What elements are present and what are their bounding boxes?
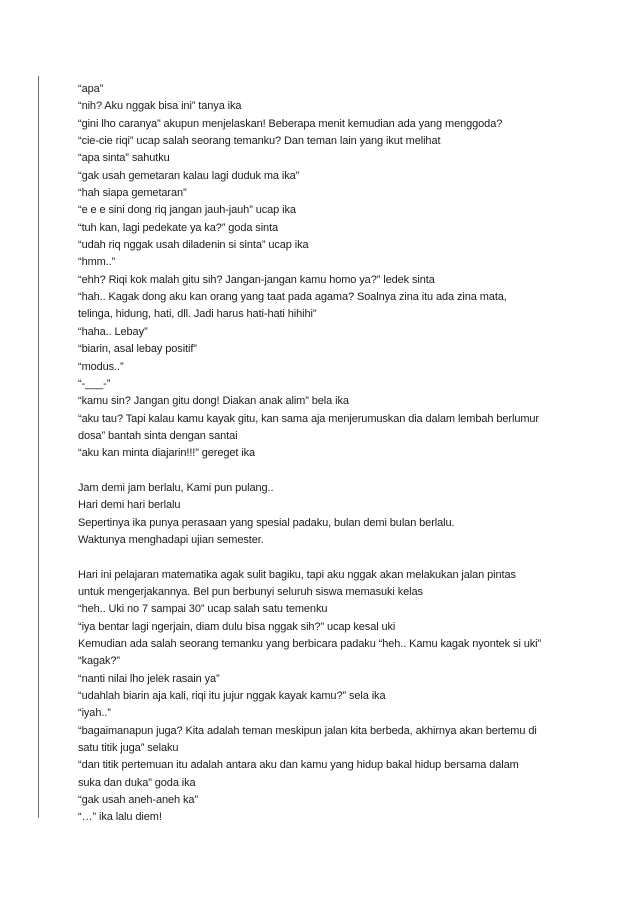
text-line: “gak usah gemetaran kalau lagi duduk ma ika”	[78, 169, 300, 182]
text-line: “haha.. Lebay”	[78, 325, 148, 338]
text-line: “-___-”	[78, 377, 111, 390]
text-line: “gak usah aneh-aneh ka”	[78, 794, 199, 807]
text-line: Waktunya menghadapi ujian semester.	[78, 533, 264, 546]
text-line: “iyah..”	[78, 707, 111, 720]
text-line: “modus..”	[78, 360, 124, 373]
paragraph-gap	[78, 549, 578, 566]
paragraph	[78, 81, 578, 463]
text-line: dosa” bantah sinta dengan santai	[78, 429, 238, 442]
text-line: Kemudian ada salah seorang temanku yang berbicara padaku “heh.. Kamu kagak nyontek si uki”	[78, 638, 542, 650]
text-line: untuk mengerjakannya. Bel pun berbunyi seluruh siswa memasuki kelas	[78, 585, 423, 598]
text-line: “aku kan minta diajarin!!!” gereget ika	[78, 447, 256, 460]
text-line: “udah riq nggak usah diladenin si sinta” ucap ika	[78, 239, 309, 252]
text-line: Jam demi jam berlalu, Kami pun pulang..	[78, 481, 274, 494]
text-line: Hari ini pelajaran matematika agak sulit bagiku, tapi aku nggak akan melakukan jalan pintas	[78, 568, 516, 581]
text-line: “hah siapa gemetaran”	[78, 187, 187, 200]
text-line: “nanti nilai lho jelek rasain ya”	[78, 672, 220, 685]
text-line: “kagak?”	[78, 655, 120, 668]
text-line: “apa”	[78, 83, 104, 95]
document-body	[78, 81, 578, 827]
text-line: “cie-cie riqi” ucap salah seorang temanku? Dan teman lain yang ikut melihat	[78, 135, 441, 148]
paragraph-gap	[78, 463, 578, 480]
text-line: “e e e sini dong riq jangan jauh-jauh” ucap ika	[78, 204, 296, 217]
text-line: satu titik juga” selaku	[78, 742, 179, 755]
text-line: “bagaimanapun juga? Kita adalah teman meskipun jalan kita berbeda, akhirnya akan bertemu di	[78, 724, 537, 737]
text-line: “heh.. Uki no 7 sampai 30” ucap salah satu temenku	[78, 603, 328, 616]
text-line: Sepertinya ika punya perasaan yang spesial padaku, bulan demi bulan berlalu.	[78, 516, 455, 529]
margin-rule	[38, 76, 39, 818]
text-line: “iya bentar lagi ngerjain, diam dulu bisa nggak sih?” ucap kesal uki	[78, 620, 396, 633]
text-line: “hmm..”	[78, 256, 116, 269]
text-line: “nih? Aku nggak bisa ini” tanya ika	[78, 100, 242, 113]
text-line: “aku tau? Tapi kalau kamu kayak gitu, kan sama aja menjerumuskan dia dalam lembah berlumur	[78, 412, 539, 425]
text-line: “gini lho caranya” akupun menjelaskan! Beberapa menit kemudian ada yang menggoda?	[78, 117, 503, 130]
text-line: “udahlah biarin aja kali, riqi itu jujur nggak kayak kamu?” sela ika	[78, 690, 386, 703]
text-line: suka dan duka” goda ika	[78, 776, 196, 789]
paragraph	[78, 567, 578, 827]
text-line: “hah.. Kagak dong aku kan orang yang taat pada agama? Soalnya zina itu ada zina mata,	[78, 291, 507, 304]
text-line: “biarin, asal lebay positif”	[78, 343, 197, 356]
text-line: “dan titik pertemuan itu adalah antara aku dan kamu yang hidup bakal hidup bersama dalam	[78, 759, 519, 772]
text-line: “ehh? Riqi kok malah gitu sih? Jangan-jangan kamu homo ya?” ledek sinta	[78, 273, 435, 286]
text-line: “apa sinta” sahutku	[78, 152, 170, 165]
text-line: “tuh kan, lagi pedekate ya ka?” goda sinta	[78, 221, 279, 234]
paragraph	[78, 480, 578, 549]
text-line: “kamu sin? Jangan gitu dong! Diakan anak alim” bela ika	[78, 395, 349, 408]
text-line: “…” ika lalu diem!	[78, 811, 162, 824]
text-line: Hari demi hari berlalu	[78, 499, 181, 512]
text-line: telinga, hidung, hati, dll. Jadi harus hati-hati hihihi”	[78, 308, 317, 321]
